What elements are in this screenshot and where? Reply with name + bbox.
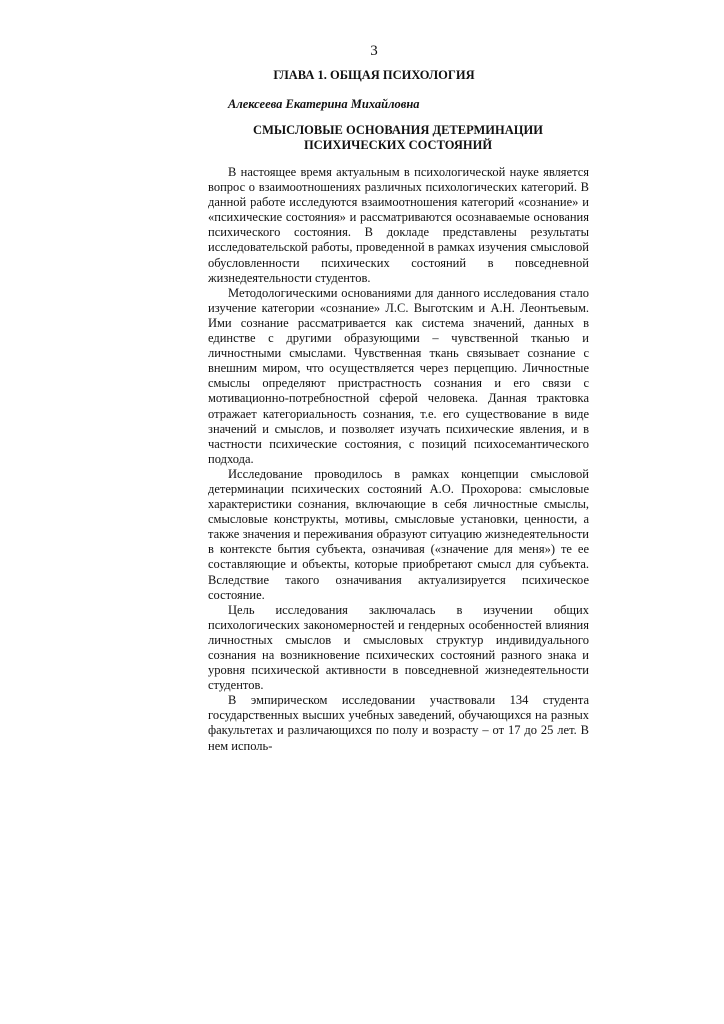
paragraph: В настоящее время актуальным в психологической науке является вопрос о взаимоотношениях различных психологических категорий. В данной работе исследуются взаимоотношения категорий «сознание» и «психические состояния» и рассматриваются осознаваемые основания психического состояния. В докладе представлены результаты исследовательской работы, проведенной в рамках изучения смысловой обусловленности психических состояний в повседневной жизнедеятельности студентов. <box>208 165 589 285</box>
paragraph: Цель исследования заключалась в изучении общих психологических закономерностей и гендерных особенностей влияния личностных смыслов и смысловых структур индивидуального сознания на возникновение психических состояний разного знака и уровня психической активности в повседневной жизнедеятельности студентов. <box>208 602 589 693</box>
page-number: 3 <box>370 43 378 59</box>
chapter-title: ГЛАВА 1. ОБЩАЯ ПСИХОЛОГИЯ <box>273 68 475 82</box>
paragraph: В эмпирическом исследовании участвовали 134 студента государственных высших учебных заведений, обучающихся на разных факультетах и различающихся по полу и возрасту – от 17 до 25 лет. В нем исполь- <box>208 693 589 753</box>
article-body <box>208 165 589 754</box>
paragraph: Исследование проводилось в рамках концепции смысловой детерминации психических состояний А.О. Прохорова: смысловые характеристики сознания, включающие в себя личностные смыслы, смысловые конструкты, мотивы, смысловые установки, ценности, а также значения и переживания образуют ситуацию жизнедеятельности в контексте бытия субъекта, означивая («значение для меня») те ее составляющие и объекты, которые приобретают смысл для субъекта. Вследствие такого означивания актуализируется психическое состояние. <box>208 466 589 602</box>
author-name: Алексеева Екатерина Михайловна <box>228 97 420 111</box>
article-title: СМЫСЛОВЫЕ ОСНОВАНИЯ ДЕТЕРМИНАЦИИ ПСИХИЧЕСКИХ СОСТОЯНИЙ <box>253 123 543 152</box>
paragraph: Методологическими основаниями для данного исследования стало изучение категории «сознание» Л.С. Выготским и А.Н. Леонтьевым. Ими сознание рассматривается как система значений, данных в единстве с другими образующими – чувственной тканью и личностными смыслами. Чувственная ткань связывает сознание с внешним миром, что осуществляется через перцепцию. Личностные смыслы определяют пристрастность сознания и его связи с мотивационно-потребностной сферой человека. Данная трактовка отражает категориальность сознания, т.е. его существование в виде значений и смыслов, и позволяет изучать психические явления, и в частности психические состояния, с позиций психосемантического подхода. <box>208 285 589 466</box>
